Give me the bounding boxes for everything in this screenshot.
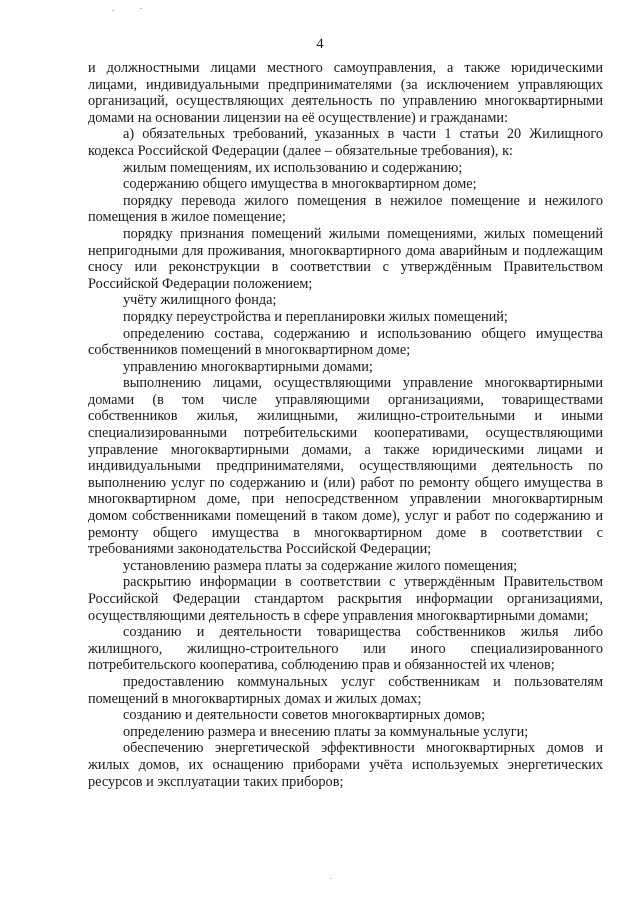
paragraph: порядку переустройства и перепланировки жилых помещений;: [123, 308, 508, 325]
paragraph: управлению многоквартирными домами;: [123, 358, 373, 375]
paragraph: жилым помещениям, их использованию и содержанию;: [123, 159, 463, 176]
paragraph: установлению размера платы за содержание жилого помещения;: [123, 557, 518, 574]
scan-artifact: [112, 10, 114, 11]
paragraph: выполнению лицами, осуществляющими управление многоквартирными домами (в том числе управляющими организациями, товариществами собственников жилья, жилищными, жилищно-строительными и иными специализированными потребительскими кооперативами, осуществляющими управление многоквартирными домами, а также юридическими лицами и индивидуальными предпринимателями, осуществляющими деятельность по выполнению услуг по содержанию и (или) работ по ремонту общего имущества в многоквартирном доме, при непосредственном управлении многоквартирным домом собственниками помещений в таком доме), услуг и работ по содержанию и ремонту общего имущества в многоквартирном доме в соответствии с требованиями законодательства Российской Федерации;: [88, 375, 603, 558]
paragraph: порядку признания помещений жилыми помещениями, жилых помещений непригодными для проживания, многоквартирного дома аварийным и подлежащим сносу или реконструкции в соответствии с утверждённым Правительством Российской Федерации положением;: [88, 225, 603, 292]
paragraph: а) обязательных требований, указанных в части 1 статьи 20 Жилищного кодекса Российской Федерации (далее – обязательные требования), к:: [88, 126, 603, 159]
scan-artifact: [140, 8, 142, 9]
paragraph: предоставлению коммунальных услуг собственникам и пользователям помещений в многоквартирных домах и жилых домах;: [88, 673, 603, 707]
paragraph: учёту жилищного фонда;: [123, 292, 277, 309]
paragraph: порядку перевода жилого помещения в нежилое помещение и нежилого помещения в жилое помещение;: [88, 192, 603, 226]
paragraph: определению размера и внесению платы за коммунальные услуги;: [123, 723, 529, 740]
page-number: 4: [316, 36, 324, 52]
paragraph: определению состава, содержанию и использованию общего имущества собственников помещений в многоквартирном доме;: [88, 325, 603, 359]
paragraph: и должностными лицами местного самоуправления, а также юридическими лицами, индивидуальными предпринимателями (за исключением управляющих организаций, осуществляющих деятельность по управлению многоквартирными домами на основании лицензии на её осуществление) и гражданами:: [88, 60, 603, 126]
paragraph: обеспечению энергетической эффективности многоквартирных домов и жилых домов, их оснащению приборами учёта используемых энергетических ресурсов и эксплуатации таких приборов;: [88, 740, 603, 790]
paragraph: созданию и деятельности советов многоквартирных домов;: [123, 707, 486, 724]
scan-artifact: [330, 878, 332, 879]
paragraph: содержанию общего имущества в многоквартирном доме;: [123, 176, 477, 193]
paragraph: созданию и деятельности товарищества собственников жилья либо жилищного, жилищно-строительного или иного специализированного потребительского кооператива, соблюдению прав и обязанностей их членов;: [88, 624, 603, 674]
document-body: [88, 60, 603, 790]
paragraph: раскрытию информации в соответствии с утверждённым Правительством Российской Федерации стандартом раскрытия информации организациями, осуществляющими деятельность в сфере управления многоквартирными домами;: [88, 574, 603, 624]
